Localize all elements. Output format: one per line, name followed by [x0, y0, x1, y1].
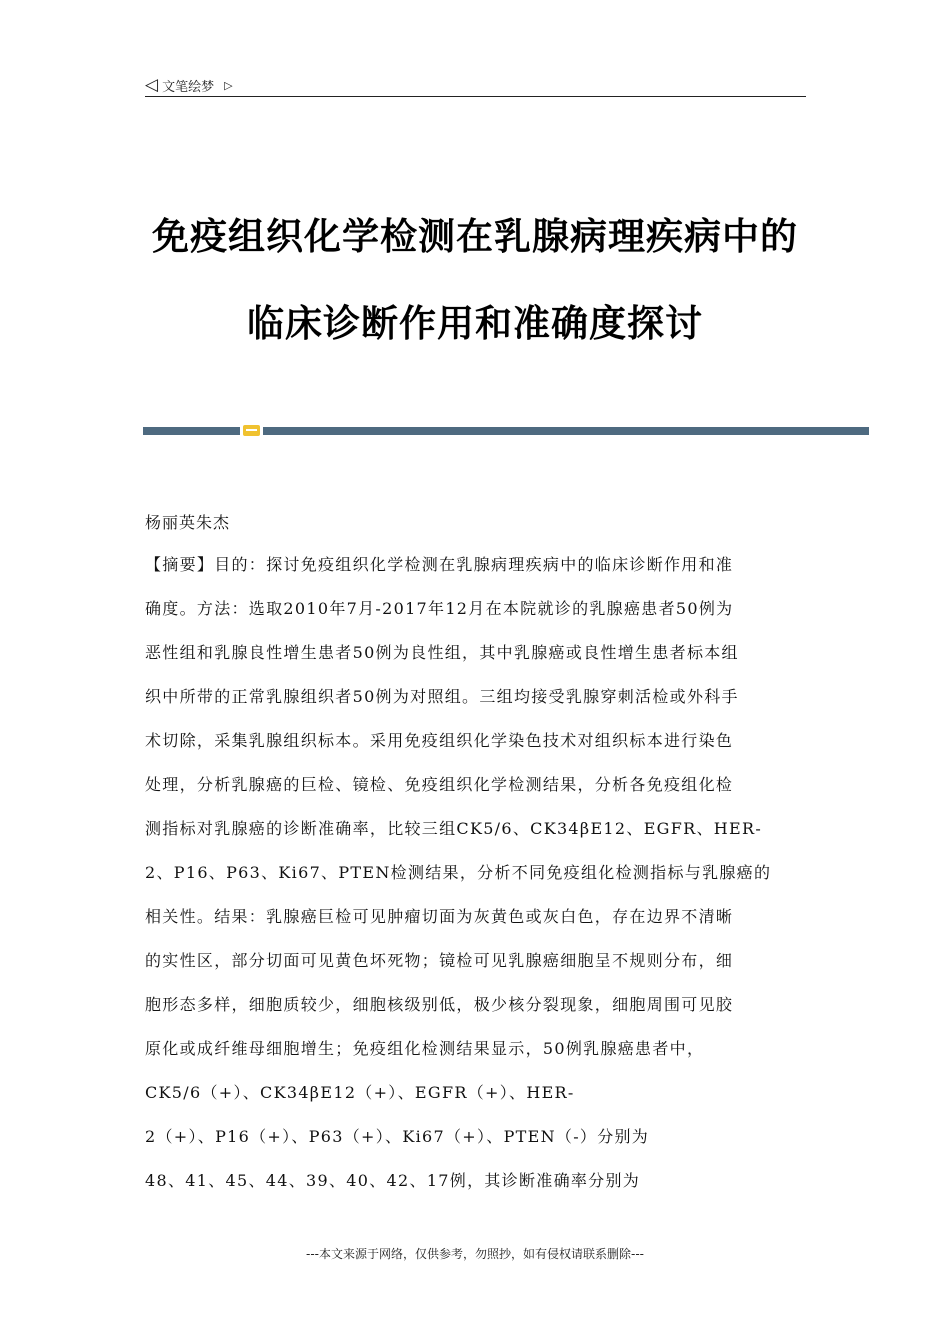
footer-disclaimer: ---本文来源于网络，仅供参考，勿照抄，如有侵权请联系删除--- — [306, 1247, 644, 1261]
abstract-line: 原化或成纤维母细胞增生；免疫组化检测结果显示，50例乳腺癌患者中， — [145, 1039, 705, 1058]
abstract-line: 2、P16、P63、Ki67、PTEN检测结果，分析不同免疫组化检测指标与乳腺癌的 — [145, 863, 772, 882]
abstract-line: 恶性组和乳腺良性增生患者50例为良性组，其中乳腺癌或良性增生患者标本组 — [145, 643, 739, 662]
triangle-left-icon: ◁ — [145, 74, 159, 95]
abstract-line: 2（+）、P16（+）、P63（+）、Ki67（+）、PTEN（-）分别为 — [145, 1127, 650, 1146]
title-line-1: 免疫组织化学检测在乳腺病理疾病中的 — [152, 215, 798, 258]
abstract-line: 术切除，采集乳腺组织标本。采用免疫组织化学染色技术对组织标本进行染色 — [145, 731, 734, 750]
header-rule — [145, 96, 806, 97]
abstract-line: 相关性。结果：乳腺癌巨检可见肿瘤切面为灰黄色或灰白色，存在边界不清晰 — [145, 907, 734, 926]
header-brand — [145, 74, 233, 96]
abstract-line: 胞形态多样，细胞质较少，细胞核级别低，极少核分裂现象，细胞周围可见胶 — [145, 995, 734, 1014]
divider-bar-right — [263, 427, 869, 435]
authors: 杨丽英朱杰 — [145, 513, 231, 532]
abstract-line: 确度。方法：选取2010年7月-2017年12月在本院就诊的乳腺癌患者50例为 — [145, 599, 734, 618]
title-line-2: 临床诊断作用和准确度探讨 — [247, 302, 703, 345]
abstract-line: CK5/6（+）、CK34βE12（+）、EGFR（+）、HER- — [145, 1083, 575, 1102]
brand-name: 文笔绘梦 — [162, 79, 215, 95]
abstract-line: 织中所带的正常乳腺组织者50例为对照组。三组均接受乳腺穿刺活检或外科手 — [145, 687, 739, 706]
abstract-line: 处理，分析乳腺癌的巨检、镜检、免疫组织化学检测结果，分析各免疫组化检 — [145, 775, 734, 794]
abstract — [145, 550, 810, 1210]
abstract-line: 的实性区，部分切面可见黄色坏死物；镜检可见乳腺癌细胞呈不规则分布，细 — [145, 951, 734, 970]
triangle-right-icon: ▷ — [224, 78, 233, 92]
abstract-line: 测指标对乳腺癌的诊断准确率，比较三组CK5/6、CK34βE12、EGFR、HER- — [145, 819, 763, 838]
abstract-line: 48、41、45、44、39、40、42、17例，其诊断准确率分别为 — [145, 1171, 641, 1190]
divider-bar-left — [143, 427, 240, 435]
abstract-line: 【摘要】目的：探讨免疫组织化学检测在乳腺病理疾病中的临床诊断作用和准 — [145, 555, 734, 574]
divider-ornament-icon — [243, 425, 260, 436]
